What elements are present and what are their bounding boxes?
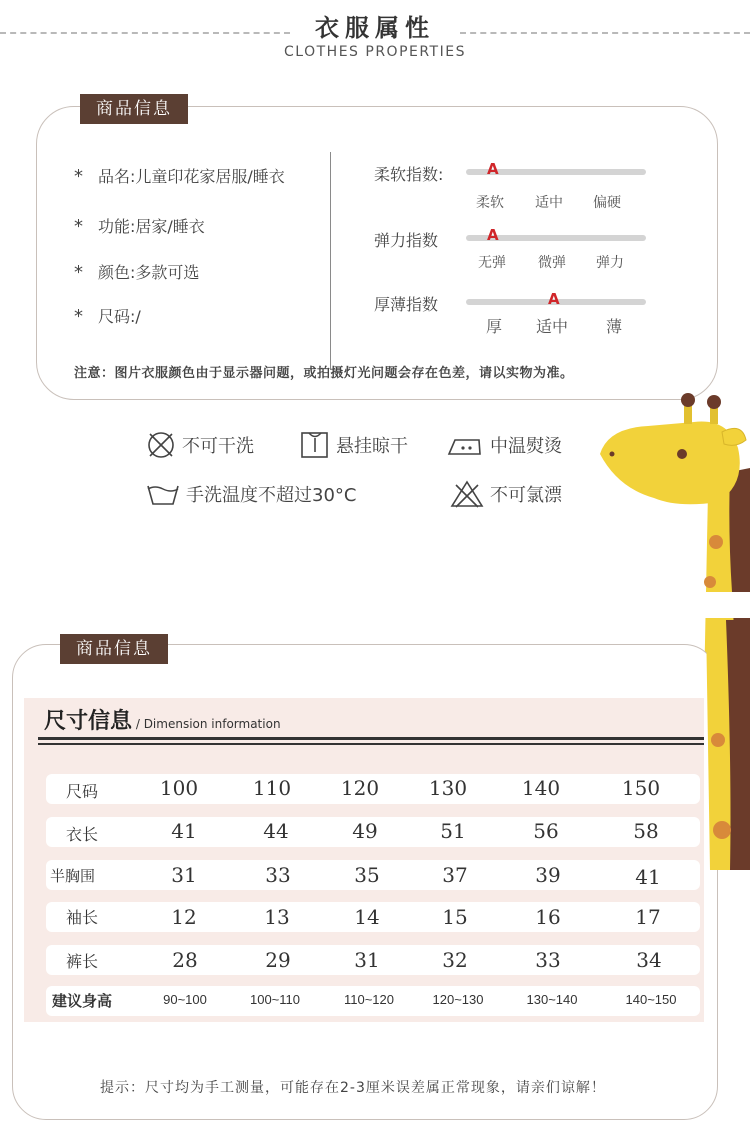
table-cell: 140: [521, 776, 561, 800]
table-cell: 37: [442, 863, 468, 887]
table-cell: 150: [621, 776, 661, 800]
star-bullet-icon: *: [74, 306, 83, 327]
table-cell: 130~140: [526, 992, 578, 1007]
star-bullet-icon: *: [74, 216, 83, 237]
table-cell: 90~100: [163, 992, 207, 1007]
table-cell: 31: [171, 863, 197, 887]
table-cell: 13: [264, 905, 290, 929]
title-rule-thin: [38, 743, 704, 745]
table-cell: 16: [535, 905, 561, 929]
property-value: 儿童印花家居服/睡衣: [135, 167, 285, 186]
property-label: 颜色: [98, 263, 131, 282]
property-size: * 尺码:/: [74, 306, 141, 327]
row-label: 袖长: [66, 908, 99, 927]
page-subtitle: CLOTHES PROPERTIES: [284, 44, 466, 60]
table-cell: 130: [428, 776, 468, 800]
care-no-dry-clean: [146, 430, 254, 460]
table-cell: 41: [171, 819, 197, 843]
scale-label: 柔软指数:: [374, 165, 444, 184]
property-value: /: [135, 307, 141, 326]
no-bleach-icon: [450, 480, 484, 508]
size-title-main: 尺寸信息: [44, 709, 133, 734]
column-divider: [330, 152, 331, 370]
table-cell: 12: [171, 905, 197, 929]
hang-dry-icon: [300, 430, 330, 460]
table-cell: 110: [252, 776, 292, 800]
table-cell: 100~110: [249, 992, 300, 1007]
table-cell: 14: [354, 905, 380, 929]
scale-option: 适中: [536, 317, 569, 336]
table-cell: 58: [633, 819, 659, 843]
row-label: 建议身高: [52, 992, 113, 1010]
medium-iron-icon: [446, 430, 484, 460]
table-cell: 110~120: [343, 992, 394, 1007]
care-text: 悬挂晾干: [336, 436, 408, 457]
table-cell: 32: [442, 948, 468, 972]
table-cell: 34: [636, 948, 662, 972]
scale-marker-icon: A: [487, 226, 499, 244]
scale-marker-icon: A: [548, 290, 560, 308]
scale-option: 微弹: [538, 255, 566, 271]
care-hand-wash: [146, 480, 356, 508]
table-cell: 31: [354, 948, 380, 972]
property-label: 功能: [98, 217, 131, 236]
table-cell: 35: [354, 863, 380, 887]
property-color: * 颜色:多款可选: [74, 262, 200, 283]
row-label: 半胸围: [50, 867, 96, 885]
table-cell: 51: [440, 819, 466, 843]
care-medium-iron: [446, 430, 562, 460]
color-notice: 注意：图片衣服颜色由于显示器问题，或拍摄灯光问题会存在色差，请以实物为准。: [74, 366, 574, 381]
property-label: 品名: [98, 167, 131, 186]
property-name: * 品名:儿童印花家居服/睡衣: [74, 166, 285, 187]
product-info-tab: 商品信息: [80, 94, 188, 124]
care-text: 手洗温度不超过30°C: [186, 485, 357, 506]
hand-wash-icon: [146, 480, 180, 508]
scale-option: 厚: [486, 317, 503, 336]
table-cell: 17: [635, 905, 661, 929]
row-label: 尺码: [66, 782, 99, 801]
star-bullet-icon: *: [74, 166, 83, 187]
care-text: 不可氯漂: [490, 485, 562, 506]
table-cell: 39: [535, 863, 561, 887]
scale-option: 弹力: [596, 255, 624, 271]
size-info-tab: 商品信息: [60, 634, 168, 664]
table-cell: 49: [352, 819, 378, 843]
table-cell: 56: [533, 819, 559, 843]
row-label: 衣长: [66, 825, 99, 844]
property-value: 居家/睡衣: [135, 217, 205, 236]
table-cell: 140~150: [625, 992, 677, 1007]
scale-option: 薄: [606, 317, 623, 336]
giraffe-neck-lower: [700, 620, 750, 870]
page-title: 衣服属性: [315, 14, 435, 42]
scale-option: 偏硬: [593, 195, 621, 211]
row-label: 裤长: [66, 952, 99, 971]
size-table-title: [44, 704, 281, 735]
title-rule-thick: [38, 737, 704, 740]
table-cell: 120: [340, 776, 380, 800]
scale-option: 柔软: [476, 195, 504, 211]
table-cell: 41: [635, 865, 661, 889]
table-cell: 100: [159, 776, 199, 800]
table-cell: 28: [172, 948, 198, 972]
scale-option: 无弹: [478, 255, 506, 271]
size-title-sub: Dimension information: [143, 717, 281, 731]
table-cell: 120~130: [432, 992, 484, 1007]
care-hang-dry: [300, 430, 408, 460]
table-cell: 29: [265, 948, 291, 972]
size-title-separator: /: [132, 717, 144, 731]
table-cell: 33: [535, 948, 561, 972]
star-bullet-icon: *: [74, 262, 83, 283]
table-cell: 15: [442, 905, 468, 929]
no-dry-clean-icon: [146, 430, 176, 460]
scale-label: 弹力指数: [374, 231, 439, 250]
scale-option: 适中: [535, 195, 563, 211]
property-value: 多款可选: [135, 263, 200, 282]
scale-label: 厚薄指数: [374, 295, 439, 314]
care-text: 中温熨烫: [490, 436, 562, 457]
property-label: 尺码: [98, 307, 131, 326]
property-function: * 功能:居家/睡衣: [74, 216, 205, 237]
measurement-tip: 提示：尺寸均为手工测量，可能存在2-3厘米误差属正常现象，请亲们谅解！: [100, 1080, 606, 1096]
care-text: 不可干洗: [182, 436, 254, 457]
care-no-bleach: [450, 480, 562, 508]
table-cell: 33: [265, 863, 291, 887]
table-cell: 44: [263, 819, 289, 843]
scale-marker-icon: A: [487, 160, 499, 178]
